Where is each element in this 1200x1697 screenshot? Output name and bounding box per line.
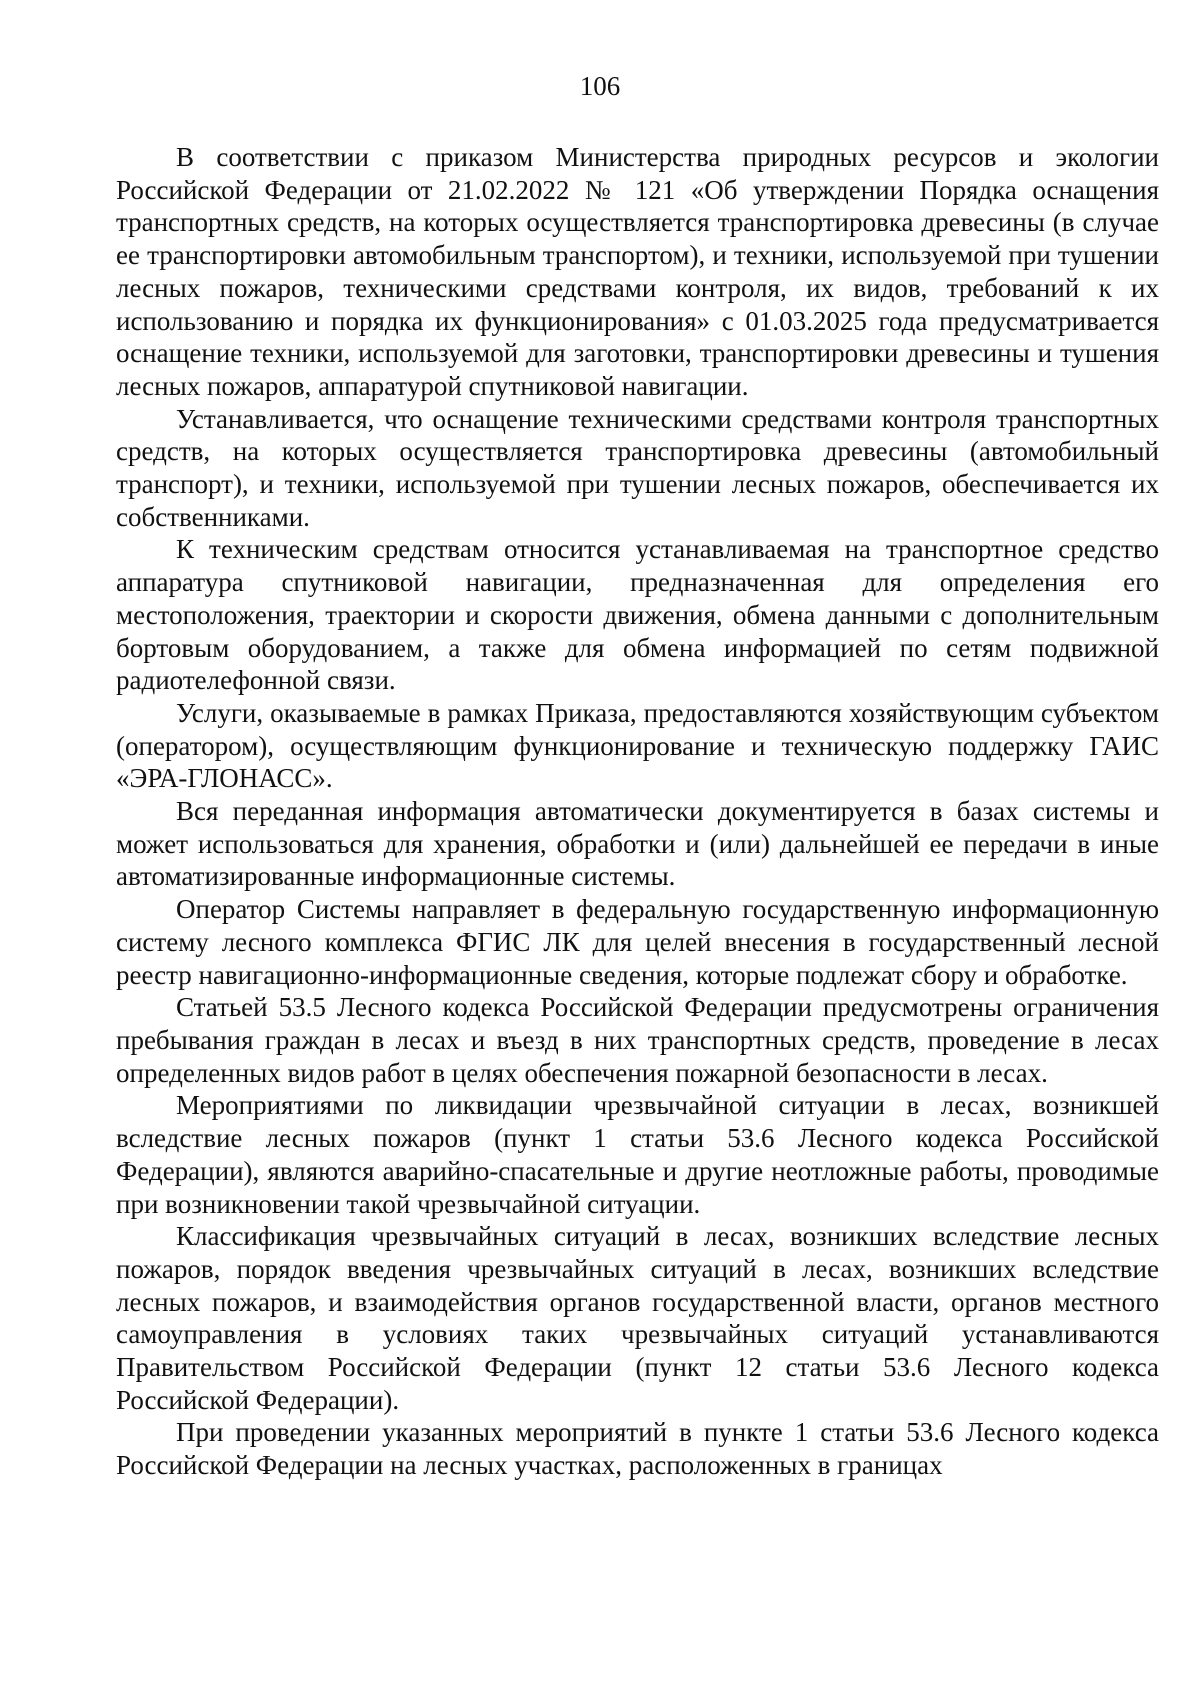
paragraph-10: При проведении указанных мероприятий в пункте 1 статьи 53.6 Лесного кодекса Российской Федерации на лесных участках, расположенных в границах <box>116 1417 1159 1481</box>
paragraph-5: Вся переданная информация автоматически документируется в базах системы и может использоваться для хранения, обработки и (или) дальнейшей ее передачи в иные автоматизированные информационные системы. <box>116 796 1159 892</box>
paragraph-2: Устанавливается, что оснащение техническими средствами контроля транспортных средств, на которых осуществляется транспортировка древесины (автомобильный транспорт), и техники, используемой при тушении лесных пожаров, обеспечивается их собственниками. <box>116 403 1159 532</box>
paragraph-3: К техническим средствам относится устанавливаемая на транспортное средство аппаратура спутниковой навигации, предназначенная для определения его местоположения, траектории и скорости движения, обмена данными с дополнительным бортовым оборудованием, а также для обмена информацией по сетям подвижной радиотелефонной связи. <box>116 534 1159 696</box>
paragraph-4: Услуги, оказываемые в рамках Приказа, предоставляются хозяйствующим субъектом (оператором), осуществляющим функционирование и техническую поддержку ГАИС «ЭРА-ГЛОНАСС». <box>116 697 1159 794</box>
page-number: 106 <box>579 71 621 101</box>
paragraph-8: Мероприятиями по ликвидации чрезвычайной ситуации в лесах, возникшей вследствие лесных пожаров (пункт 1 статьи 53.6 Лесного кодекса Российской Федерации), являются аварийно-спасательные и другие неотложные работы, проводимые при возникновении такой чрезвычайной ситуации. <box>116 1090 1159 1219</box>
document-body <box>116 141 1159 1482</box>
paragraph-9: Классификация чрезвычайных ситуаций в лесах, возникших вследствие лесных пожаров, порядок введения чрезвычайных ситуаций в лесах, возникших вследствие лесных пожаров, и взаимодействия органов государственной власти, органов местного самоуправления в условиях таких чрезвычайных ситуаций устанавливаются Правительством Российской Федерации (пункт 12 статьи 53.6 Лесного кодекса Российской Федерации). <box>116 1221 1159 1415</box>
paragraph-7: Статьей 53.5 Лесного кодекса Российской Федерации предусмотрены ограничения пребывания граждан в лесах и въезд в них транспортных средств, проведение в лесах определенных видов работ в целях обеспечения пожарной безопасности в лесах. <box>116 992 1159 1088</box>
paragraph-6: Оператор Системы направляет в федеральную государственную информационную систему лесного комплекса ФГИС ЛК для целей внесения в государственный лесной реестр навигационно-информационные сведения, которые подлежат сбору и обработке. <box>116 894 1159 990</box>
paragraph-1: В соответствии с приказом Министерства природных ресурсов и экологии Российской Федерации от 21.02.2022 № 121 «Об утверждении Порядка оснащения транспортных средств, на которых осуществляется транспортировка древесины (в случае ее транспортировки автомобильным транспортом), и техники, используемой при тушении лесных пожаров, техническими средствами контроля, их видов, требований к их использованию и порядка их функционирования» с 01.03.2025 года предусматривается оснащение техники, используемой для заготовки, транспортировки древесины и тушения лесных пожаров, аппаратурой спутниковой навигации. <box>116 142 1159 401</box>
